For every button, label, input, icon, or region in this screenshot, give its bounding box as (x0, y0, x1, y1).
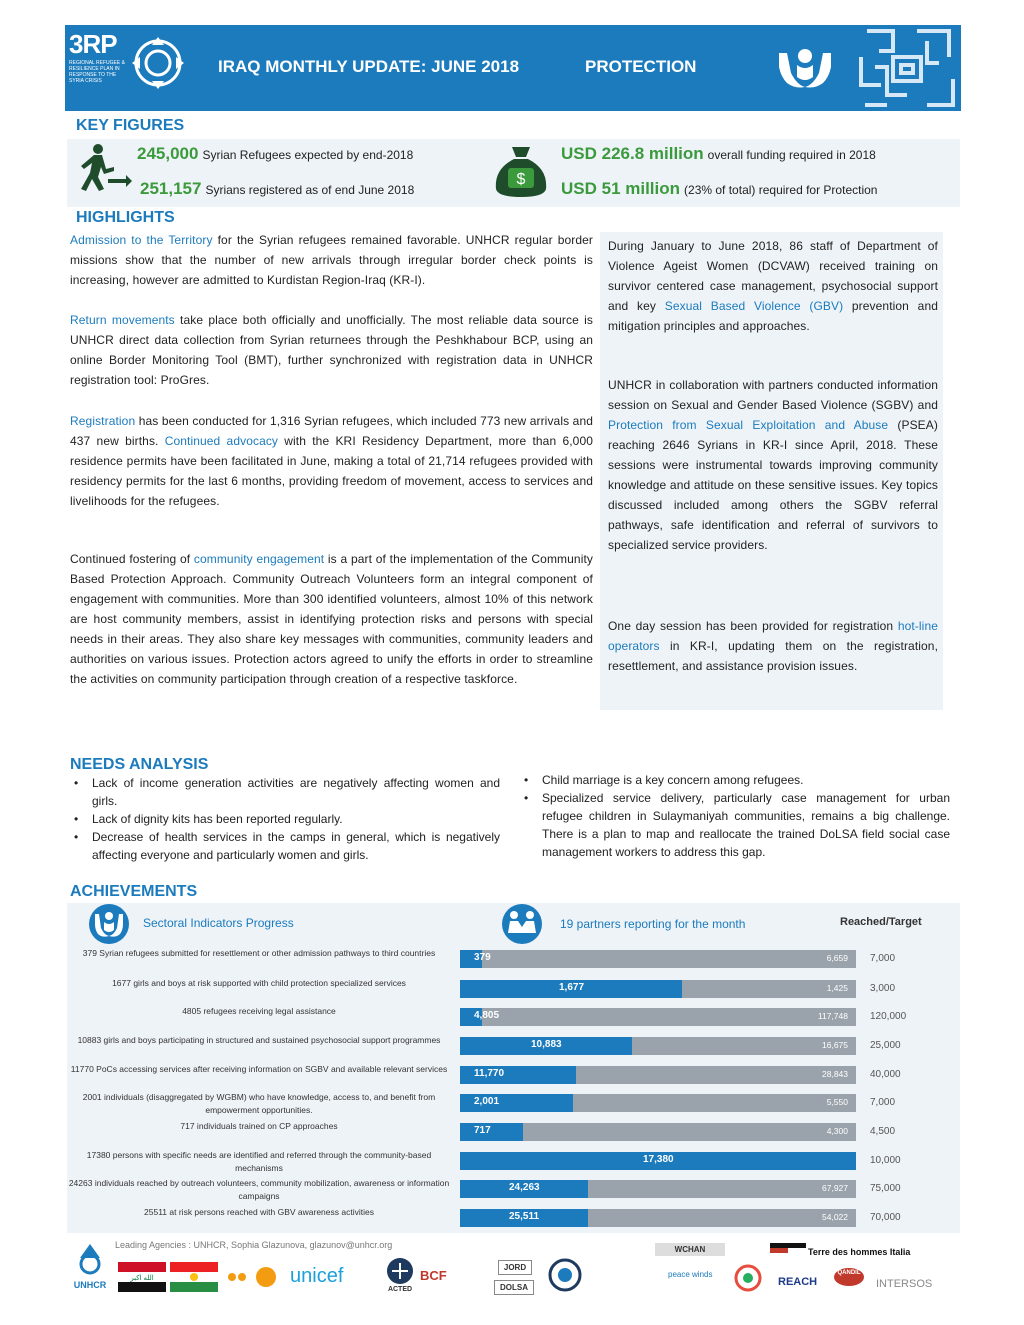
qandil-label: QANDIL (837, 1270, 861, 1276)
dcvaw-text-b: prevention and mitigation principles and approaches. (608, 299, 938, 333)
indicator-reached-value: 717 (474, 1125, 491, 1136)
kf-funding-value: USD 226.8 million (561, 144, 704, 163)
advocacy-text: with the KRI Residency Department, more than 6,000 residence permits have been facilitated in June, making a total of 21,714 refugees provided with residency permits for the last 6 months, providing freedom of movement, access to services and livelihoods for the refugees. (70, 434, 593, 508)
kf-expected-refugees (137, 144, 413, 164)
highlight-admission (70, 230, 593, 290)
indicator-label: 10883 girls and boys participating in structured and sustained psychosocial support programmes (77, 1035, 441, 1045)
highlight-psea-sessions (608, 375, 938, 555)
acted-label: ACTED (387, 1286, 413, 1293)
indicator-label: 17380 persons with specific needs are identified and referred through the community-based mechanisms (86, 1150, 432, 1173)
indicator-target-value: 70,000 (870, 1212, 901, 1223)
iraq-flag-icon (118, 1262, 166, 1292)
indicator-bar-track (460, 980, 856, 998)
svg-text:الله اكبر: الله اكبر (130, 1275, 154, 1282)
indicator-target-value: 120,000 (870, 1011, 907, 1022)
indicator-reached-value: 379 (474, 952, 491, 963)
3rp-logo (69, 29, 125, 105)
kurdistan-flag-icon (170, 1262, 218, 1292)
protection-hands-icon (775, 43, 835, 93)
needs-analysis-title: NEEDS ANALYSIS (70, 756, 209, 773)
logo-subtext: REGIONAL REFUGEE & RESILIENCE PLAN IN RESPONSE TO THE SYRIA CRISIS (69, 60, 125, 84)
registration-text: has been conducted for 1,316 Syrian refugees, which included 773 new arrivals and 437 new births. (70, 414, 593, 448)
person-arrow-icon (70, 143, 132, 193)
gbv-link[interactable]: Sexual Based Violence (GBV) (664, 299, 844, 313)
indicator-bar-track (460, 1209, 856, 1227)
money-bag-icon (492, 143, 550, 199)
indicator-reached-value: 4,805 (474, 1010, 500, 1021)
indicator-label: 2001 individuals (disaggregated by WGBM) who have knowledge, access to, and benefit from empowerment opportunities. (82, 1092, 436, 1115)
indicator-remaining-value: 28,843 (822, 1069, 848, 1079)
indicator-bar-track (460, 1180, 856, 1198)
highlights-title: HIGHLIGHTS (76, 209, 175, 226)
unhcr-logo-icon (67, 1240, 113, 1290)
psea-text-a: UNHCR in collaboration with partners conducted information session on Sexual and Gender Based Violence (SGBV) and (608, 378, 938, 412)
dolsa-logo: DOLSA (494, 1280, 534, 1295)
psea-text-b: (PSEA) reaching 2646 Syrians in KR-I since April, 2018. These sessions were instrumental towards improving community knowledge and attitude on these sensitive issues. Key topics discussed included among others the SGBV referral pathways, safe identification and referral of survivors to specialized service providers. (608, 418, 938, 552)
highlight-community (70, 549, 593, 689)
terre-des-hommes-logo: Terre des hommes Italia (808, 1247, 911, 1257)
indicator-label: 717 individuals trained on CP approaches (180, 1121, 338, 1131)
indicator-remaining-value: 6,659 (826, 953, 848, 963)
admission-text: for the Syrian refugees remained favorable. UNHCR regular border missions show that the number of new arrivals through irregular border check points is increasing, however are admitted to Kurdistan Region-Iraq (KR-I). (70, 233, 593, 287)
indicator-label: 24263 individuals reached by outreach volunteers, community mobilization, awareness or information campaigns (68, 1178, 450, 1201)
indicator-reached-value: 1,677 (559, 982, 585, 993)
emblem-icon (131, 35, 185, 91)
indicator-reached-value: 24,263 (509, 1182, 540, 1193)
sector-title: PROTECTION (585, 57, 697, 76)
need-item: • Decrease of health services in the camps in general, which is negatively affecting everyone and particularly women and girls. (70, 828, 500, 864)
acted-logo-icon (383, 1256, 417, 1290)
indicator-remaining-value: 54,022 (822, 1212, 848, 1222)
indicator-target-value: 3,000 (870, 983, 896, 994)
page-header (65, 25, 961, 111)
hotline-link[interactable]: hot-line operators (608, 619, 938, 653)
indicator-target-value: 75,000 (870, 1183, 901, 1194)
kf-protection-value: USD 51 million (561, 179, 681, 198)
wchan-logo: WCHAN (655, 1243, 725, 1256)
protection-circle-icon (87, 903, 131, 945)
tdh-stripe-icon (770, 1243, 806, 1253)
kf-protection-text: (23% of total) required for Protection (684, 183, 878, 197)
returns-link[interactable]: Return movements (70, 313, 175, 327)
bcf-logo: BCF (420, 1268, 447, 1283)
svg-text:$: $ (516, 171, 526, 188)
registration-link[interactable]: Registration (70, 414, 136, 428)
need-item: • Child marriage is a key concern among refugees. (520, 771, 950, 789)
psea-link[interactable]: Protection from Sexual Exploitation and Abuse (608, 418, 889, 432)
need-item: • Lack of dignity kits has been reported regularly. (70, 810, 500, 828)
indicator-reached-value: 2,001 (474, 1096, 500, 1107)
intersos-logo: INTERSOS (876, 1278, 933, 1290)
indicator-target-value: 10,000 (870, 1155, 901, 1166)
peace-winds-logo: peace winds (668, 1270, 713, 1279)
partner-target-icon (730, 1264, 766, 1292)
partner-logo-icon (224, 1266, 284, 1288)
indicator-label: 1677 girls and boys at risk supported with child protection specialized services (112, 978, 406, 988)
indicator-reached-value: 25,511 (509, 1211, 540, 1222)
indicator-target-value: 7,000 (870, 1097, 896, 1108)
indicator-bar-track (460, 1094, 856, 1112)
svg-text:UNHCR: UNHCR (73, 1280, 107, 1290)
reached-target-label: Reached/Target (840, 916, 922, 928)
partner-seal-icon (548, 1258, 582, 1292)
kf-overall-funding (561, 144, 876, 164)
indicator-bar-track (460, 1152, 856, 1170)
need-item: • Specialized service delivery, particularly case management for urban refugee children in Sulaymaniyah communities, remains a big challenge. There is a plan to map and reallocate the trained DoLSA field social case management workers to address this gap. (520, 789, 950, 861)
indicator-label: 11770 PoCs accessing services after receiving information on SGBV and available relevant services (70, 1064, 448, 1074)
indicator-bar-track (460, 1066, 856, 1084)
kf-expected-text: Syrian Refugees expected by end-2018 (202, 148, 414, 162)
indicator-remaining-value: 1,425 (826, 983, 848, 993)
leading-agencies: Leading Agencies : UNHCR, Sophia Glazunova, glazunov@unhcr.org (115, 1240, 393, 1250)
community-text-b: is a part of the implementation of the Community Based Protection Approach. Community Outreach Volunteers form an integral component of engagement with communities. More than 300 identified volunteers, almost 10% of this network are host community members, assist in identifying protection risks and persons with special needs in their areas. They also share key messages with communities, community leaders and authorities on various issues. Protection actors agreed to unify the efforts in order to streamline the activities on community participation through creation of a respective taskforce. (70, 552, 593, 686)
highlight-registration (70, 411, 593, 511)
needs-left-list (70, 774, 500, 864)
kf-protection-funding (561, 179, 877, 199)
indicator-bar-track (460, 950, 856, 968)
highlight-dcvaw-training (608, 236, 938, 336)
indicator-label: 25511 at risk persons reached with GBV awareness activities (144, 1207, 374, 1217)
logo-text: 3RP (69, 29, 117, 59)
indicator-remaining-value: 16,675 (822, 1040, 848, 1050)
community-text-a: Continued fostering of (70, 552, 194, 566)
needs-right-list (520, 771, 950, 861)
dcvaw-text-a: During January to June 2018, 86 staff of Department of Violence Ageist Women (DCVAW) received training on survivor centered case management, psychosocial support and key (608, 239, 938, 313)
kf-registered-text: Syrians registered as of end June 2018 (205, 183, 415, 197)
admission-link[interactable]: Admission to the Territory (70, 233, 213, 247)
unicef-logo: unicef (290, 1265, 344, 1287)
key-figures-title: KEY FIGURES (76, 117, 185, 134)
indicator-target-value: 25,000 (870, 1040, 901, 1051)
partners-handshake-icon (500, 903, 544, 945)
kf-expected-value: 245,000 (137, 144, 199, 163)
indicator-target-value: 4,500 (870, 1126, 896, 1137)
need-item: • Lack of income generation activities are negatively affecting women and girls. (70, 774, 500, 810)
partners-reporting-label: 19 partners reporting for the month (560, 917, 746, 931)
highlight-hotline (608, 616, 938, 676)
indicator-target-value: 40,000 (870, 1069, 901, 1080)
jord-logo: JORD (498, 1260, 532, 1275)
kf-registered-value: 251,157 (140, 179, 202, 198)
indicator-remaining-value: 117,748 (817, 1011, 848, 1021)
indicator-bar-track (460, 1008, 856, 1026)
indicator-reached-value: 10,883 (531, 1039, 562, 1050)
decorative-pattern-icon (857, 27, 957, 109)
kf-registered-syrians (140, 179, 414, 199)
indicator-target-value: 7,000 (870, 953, 896, 964)
indicator-bar-fill (460, 1123, 523, 1141)
indicator-bar-track (460, 1123, 856, 1141)
indicator-remaining-value: 4,300 (826, 1126, 848, 1136)
highlight-returns (70, 310, 593, 390)
indicator-reached-value: 11,770 (474, 1068, 505, 1079)
community-engagement-link[interactable]: community engagement (193, 552, 325, 566)
indicator-remaining-value: 67,927 (822, 1183, 848, 1193)
hotline-text-a: One day session has been provided for registration (608, 619, 898, 633)
indicator-remaining-value: 5,550 (826, 1097, 848, 1107)
kf-funding-text: overall funding required in 2018 (707, 148, 876, 162)
indicator-label: 379 Syrian refugees submitted for resettlement or other admission pathways to third countries (82, 948, 436, 958)
reach-logo: REACH (778, 1276, 818, 1288)
indicator-label: 4805 refugees receiving legal assistance (182, 1006, 336, 1016)
advocacy-link[interactable]: Continued advocacy (164, 434, 279, 448)
sectoral-indicators-label: Sectoral Indicators Progress (143, 916, 294, 930)
page-title: IRAQ MONTHLY UPDATE: JUNE 2018 (218, 57, 520, 76)
hotline-text-b: in KR-I, updating them on the registration, resettlement, and assistance provision issues. (608, 639, 938, 673)
indicator-reached-value: 17,380 (643, 1154, 674, 1165)
indicator-bar-track (460, 1037, 856, 1055)
achievements-title: ACHIEVEMENTS (70, 883, 198, 900)
returns-text: take place both officially and unofficially. The most reliable data source is UNHCR direct data collection from Syrian returnees through the Peshkhabour BCP, using an online Border Monitoring Tool (BMT), further synchronized with registration data in UNHCR registration tool: ProGres. (70, 313, 593, 387)
